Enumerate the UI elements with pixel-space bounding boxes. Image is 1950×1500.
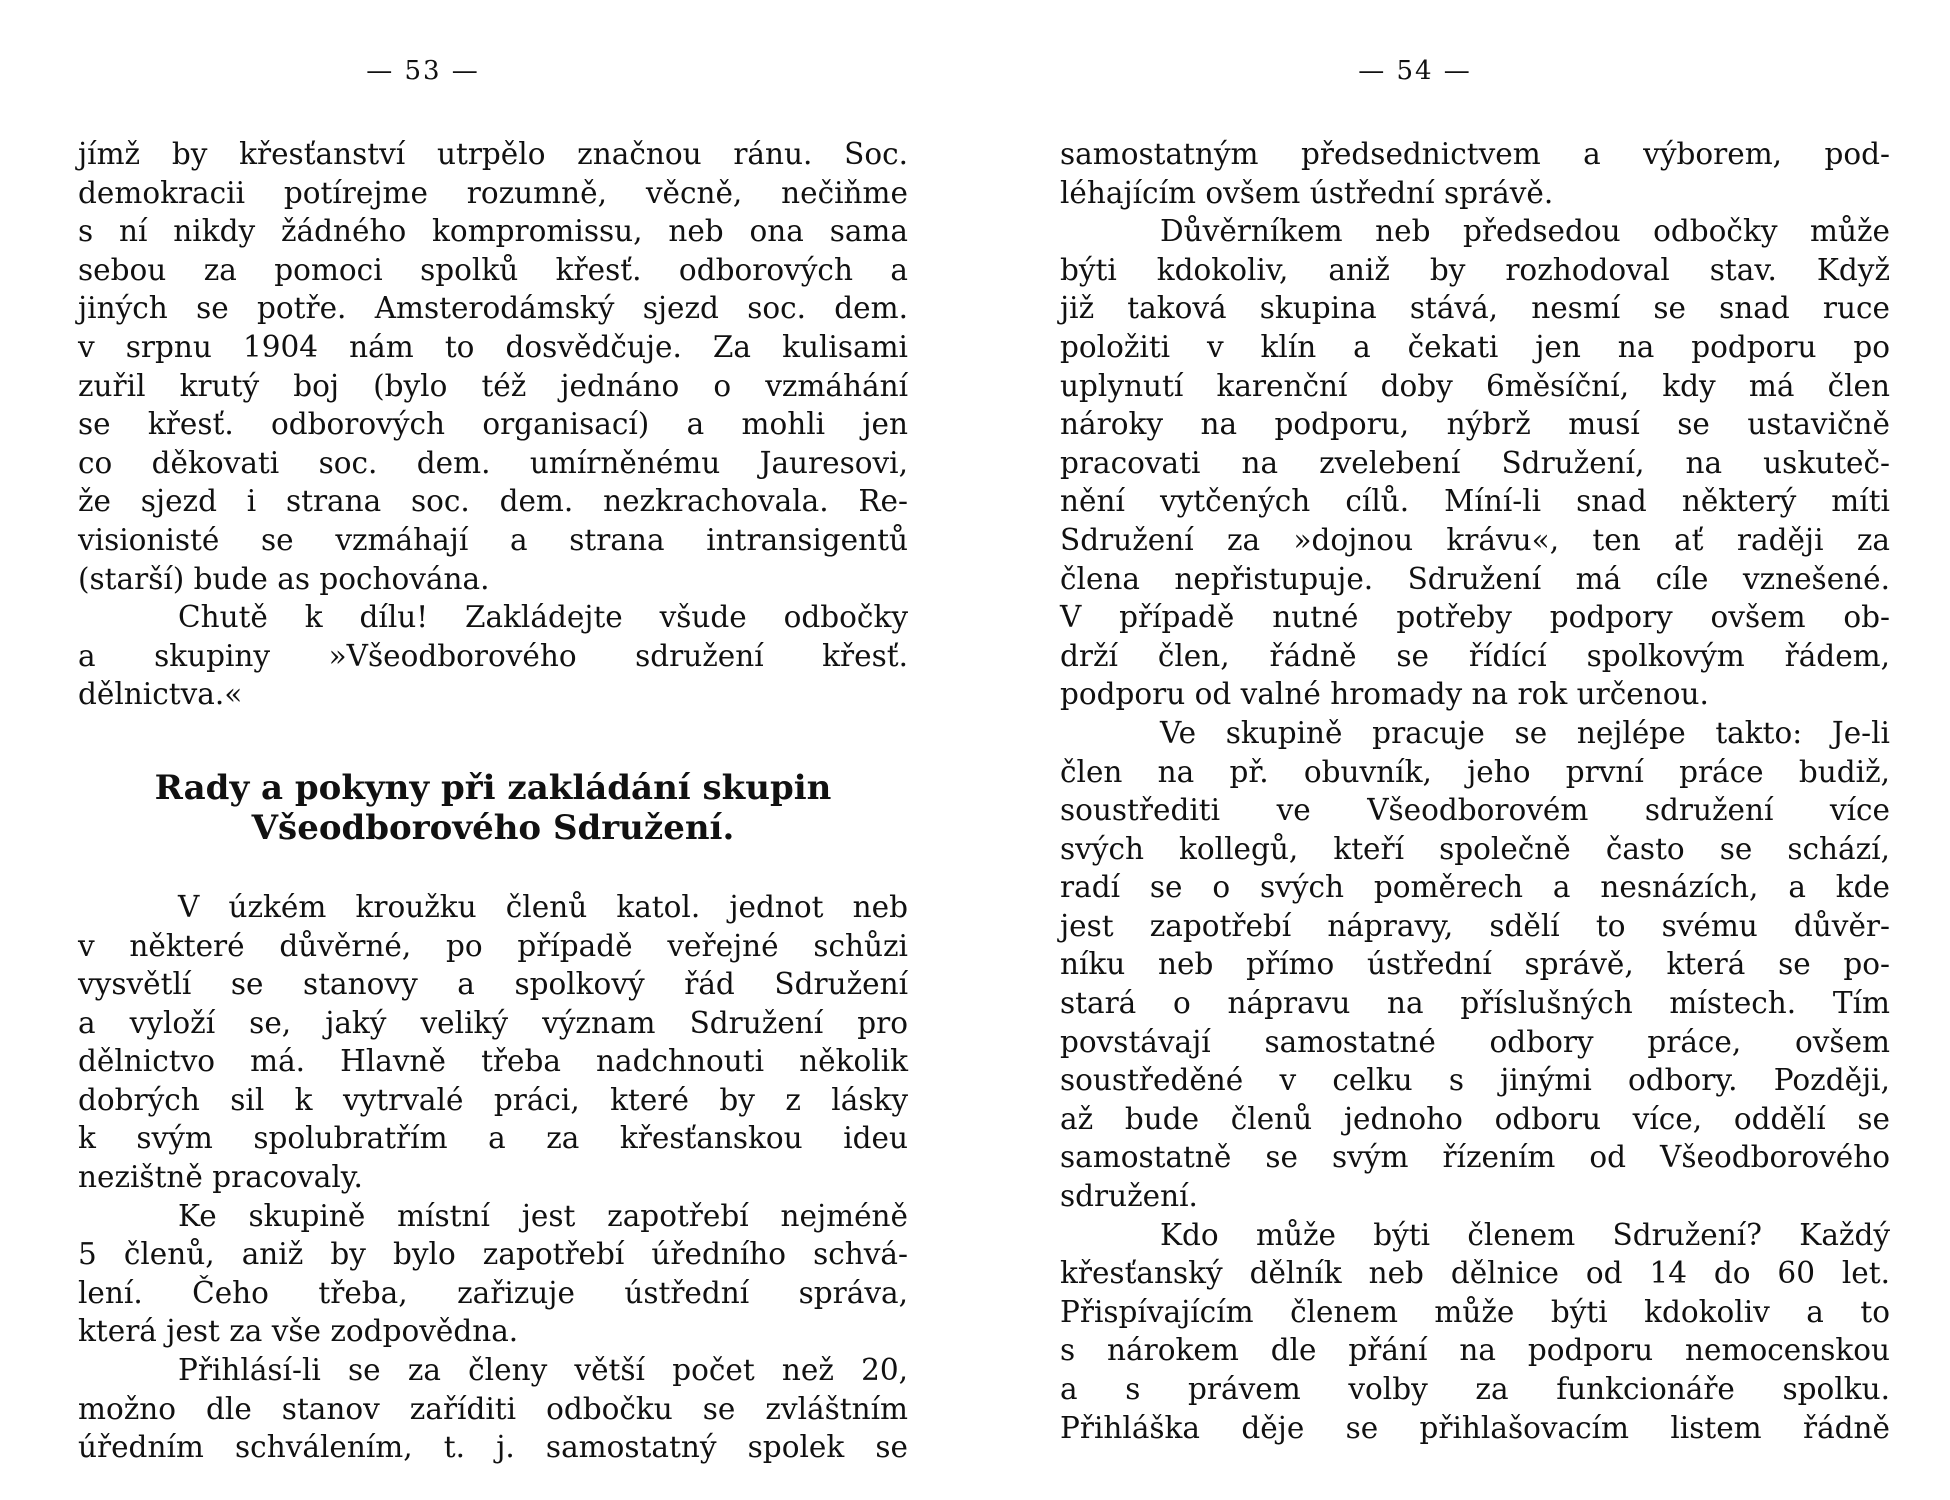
text-line: dělnictvo má. Hlavně třeba nadchnouti několik: [78, 1044, 908, 1079]
paragraph: [78, 1197, 908, 1351]
right-page-body: [1060, 135, 1890, 1447]
text-line: Ke skupině místní jest zapotřebí nejméně: [178, 1198, 908, 1233]
text-line: Chutě k dílu! Zakládejte všude odbočky: [178, 600, 908, 635]
page-number: — 53 —: [366, 56, 480, 86]
paragraph: [1060, 212, 1890, 714]
paragraph: [78, 135, 908, 598]
text-line: křesťanský dělník neb dělnice od 14 do 60 let.: [1060, 1256, 1890, 1291]
text-line: a s právem volby za funkcionáře spolku.: [1060, 1372, 1890, 1406]
text-line: nároky na podporu, nýbrž musí se ustavičně: [1060, 407, 1890, 442]
heading-line: Všeodborového Sdružení.: [251, 807, 735, 848]
text-line: sdružení.: [1060, 1179, 1198, 1214]
text-line: jest zapotřebí nápravy, sdělí to svému důvěr-: [1060, 908, 1890, 943]
text-line: uplynutí karenční doby 6měsíční, kdy má člen: [1060, 368, 1890, 403]
text-line: která jest za vše zodpovědna.: [78, 1314, 519, 1349]
paragraph: [1060, 714, 1890, 1216]
text-line: radí se o svých poměrech a nesnázích, a kde: [1060, 870, 1890, 905]
text-line: zuřil krutý boj (bylo též jednáno o vzmáhání: [78, 368, 908, 403]
text-line: co děkovati soc. dem. umírněnému Jauresovi,: [78, 445, 908, 480]
text-line: položiti v klín a čekati jen na podporu po: [1060, 329, 1890, 364]
text-line: Přispívajícím členem může býti kdokoliv a to: [1060, 1294, 1890, 1329]
text-line: (starší) bude as pochována.: [78, 561, 490, 596]
text-line: sebou za pomoci spolků křesť. odborových a: [78, 252, 908, 287]
text-line: V případě nutné potřeby podpory ovšem ob-: [1060, 600, 1890, 635]
text-line: V úzkém kroužku členů katol. jednot neb: [178, 889, 908, 924]
left-page-body: [78, 135, 908, 1467]
text-line: nezištně pracovaly.: [78, 1160, 363, 1195]
text-line: a skupiny »Všeodborového sdružení křesť.: [78, 638, 908, 673]
text-line: pracovati na zvelebení Sdružení, na uskuteč-: [1060, 445, 1890, 480]
text-line: že sjezd i strana soc. dem. nezkrachovala. Re-: [78, 484, 908, 519]
text-line: možno dle stanov zaříditi odbočku se zvláštním: [78, 1391, 908, 1426]
spacer: [78, 714, 908, 768]
spacer: [78, 848, 908, 888]
text-line: soustřediti ve Všeodborovém sdružení více: [1060, 793, 1890, 828]
text-line: Kdo může býti členem Sdružení? Každý: [1160, 1217, 1890, 1252]
text-line: Přihláška děje se přihlašovacím listem řádně: [1060, 1410, 1890, 1445]
text-line: jiných se potře. Amsterodámský sjezd soc. dem.: [78, 291, 908, 326]
text-line: léhajícím ovšem ústřední správě.: [1060, 175, 1554, 210]
text-line: samostatně se svým řízením od Všeodborového: [1060, 1140, 1890, 1175]
text-line: a vyloží se, jaký veliký význam Sdružení pro: [78, 1005, 908, 1040]
text-line: jímž by křesťanství utrpělo značnou ránu. Soc.: [78, 137, 908, 171]
text-line: v některé důvěrné, po případě veřejné schůzi: [78, 928, 908, 963]
page-number: — 54 —: [1358, 56, 1472, 86]
text-line: povstávají samostatné odbory práce, ovšem: [1060, 1024, 1890, 1059]
section-heading: [78, 768, 908, 848]
text-line: demokracii potírejme rozumně, věcně, nečiňme: [78, 175, 908, 210]
text-line: Sdružení za »dojnou krávu«, ten ať raději za: [1060, 522, 1890, 557]
paragraph: [78, 598, 908, 714]
text-line: drží člen, řádně se řídící spolkovým řádem,: [1060, 638, 1890, 673]
text-line: vysvětlí se stanovy a spolkový řád Sdružení: [78, 967, 908, 1002]
text-line: visionisté se vzmáhají a strana intransigentů: [78, 522, 908, 557]
text-line: dělnictva.«: [78, 677, 243, 712]
text-line: s ní nikdy žádného kompromissu, neb ona sama: [78, 214, 908, 249]
text-line: býti kdokoliv, aniž by rozhodoval stav. Když: [1060, 252, 1890, 287]
text-line: dobrých sil k vytrvalé práci, které by z lásky: [78, 1082, 908, 1117]
text-line: se křesť. odborových organisací) a mohli jen: [78, 407, 908, 442]
text-line: lení. Čeho třeba, zařizuje ústřední správa,: [78, 1275, 908, 1310]
text-line: níku neb přímo ústřední správě, která se po-: [1060, 947, 1890, 982]
text-line: člena nepřistupuje. Sdružení má cíle vznešené.: [1060, 561, 1890, 596]
text-line: Přihlásí-li se za členy větší počet než 20,: [178, 1353, 908, 1388]
text-line: v srpnu 1904 nám to dosvědčuje. Za kulisami: [78, 329, 908, 364]
text-line: člen na př. obuvník, jeho první práce budiž,: [1060, 754, 1890, 789]
text-line: až bude členů jednoho odboru více, oddělí se: [1060, 1101, 1890, 1136]
text-line: k svým spolubratřím a za křesťanskou ideu: [78, 1121, 908, 1156]
text-line: úředním schválením, t. j. samostatný spolek se: [78, 1430, 908, 1465]
text-line: Důvěrníkem neb předsedou odbočky může: [1160, 214, 1890, 249]
text-line: Ve skupině pracuje se nejlépe takto: Je-li: [1160, 715, 1890, 750]
text-line: s nárokem dle přání na podporu nemocenskou: [1060, 1333, 1890, 1368]
text-line: nění vytčených cílů. Míní-li snad některý míti: [1060, 484, 1890, 519]
paragraph: [78, 888, 908, 1197]
text-line: již taková skupina stává, nesmí se snad ruce: [1060, 291, 1890, 326]
text-line: podporu od valné hromady na rok určenou.: [1060, 677, 1709, 712]
text-line: samostatným předsednictvem a výborem, pod-: [1060, 137, 1890, 171]
text-line: soustředěné v celku s jinými odbory. Později,: [1060, 1063, 1890, 1098]
paragraph: [1060, 1216, 1890, 1448]
paragraph: [78, 1351, 908, 1467]
text-line: stará o nápravu na příslušných místech. Tím: [1060, 986, 1890, 1021]
heading-line: Rady a pokyny při zakládání skupin: [154, 767, 832, 808]
text-line: 5 členů, aniž by bylo zapotřebí úředního schvá-: [78, 1237, 908, 1272]
text-line: svých kollegů, kteří společně často se schází,: [1060, 831, 1890, 866]
paragraph: [1060, 135, 1890, 212]
